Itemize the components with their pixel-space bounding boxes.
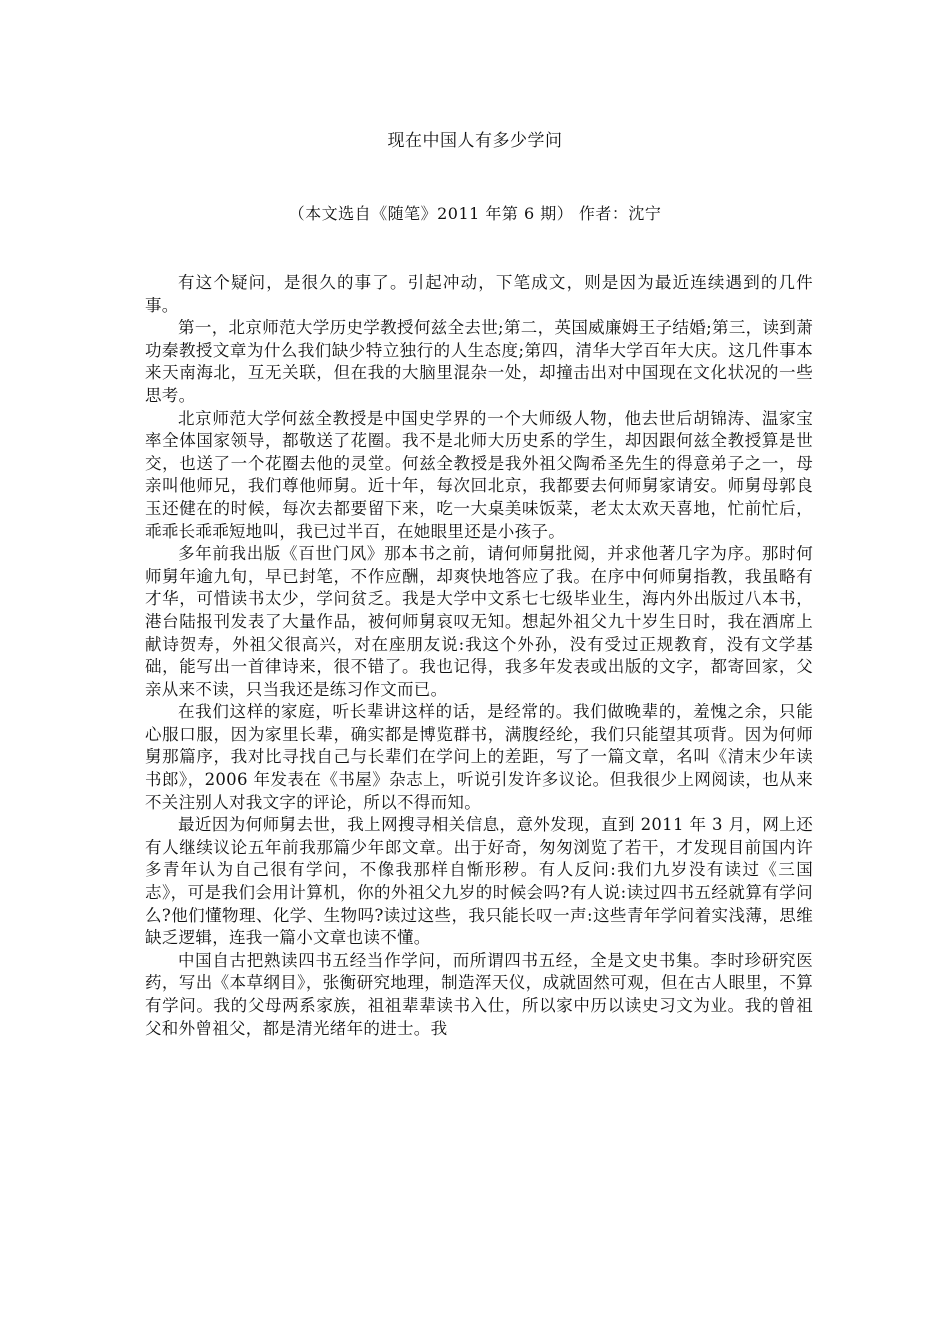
paragraph: 中国自古把熟读四书五经当作学问，而所谓四书五经，全是文史书集。李时珍研究医药，写出《本草纲目》，张衡研究地理，制造浑天仪，成就固然可观，但在古人眼里，不算有学问。我的父母两系家族，祖祖辈辈读书入仕，所以家中历以读史习文为业。我的曾祖父和外曾祖父，都是清光绪年的进士。我 — [145, 950, 813, 1038]
document-title: 现在中国人有多少学问 — [387, 131, 563, 151]
paragraph: 在我们这样的家庭，听长辈讲这样的话，是经常的。我们做晚辈的，羞愧之余，只能心服口服，因为家里长辈，确实都是博览群书，满腹经纶，我们只能望其项背。因为何师舅那篇序，我对比寻找自己与长辈们在学问上的差距，写了一篇文章，名叫《清末少年读书郎》，2006 年发表在《书屋》杂志上，听说引发许多议论。但我很少上网阅读，也从来不关注别人对我文字的评论，所以不得而知。 — [145, 702, 813, 812]
paragraph: 北京师范大学何兹全教授是中国史学界的一个大师级人物，他去世后胡锦涛、温家宝率全体国家领导，都敬送了花圈。我不是北师大历史系的学生，却因跟何兹全教授算是世交，也送了一个花圈去他的灵堂。何兹全教授是我外祖父陶希圣先生的得意弟子之一，母亲叫他师兄，我们尊他师舅。近十年，每次回北京，我都要去何师舅家请安。师舅母郭良玉还健在的时候，每次去都要留下来，吃一大桌美味饭菜，老太太欢天喜地，忙前忙后，乖乖长乖乖短地叫，我已过半百，在她眼里还是小孩子。 — [145, 408, 813, 541]
paragraph: 多年前我出版《百世门风》那本书之前，请何师舅批阅，并求他著几字为序。那时何师舅年逾九旬，早已封笔，不作应酬，却爽快地答应了我。在序中何师舅指教，我虽略有才华，可惜读书太少，学问贫乏。我是大学中文系七七级毕业生，海内外出版过八本书，港台陆报刊发表了大量作品，被何师舅哀叹无知。想起外祖父九十岁生日时，我在酒席上献诗贺寿，外祖父很高兴，对在座朋友说:我这个外孙，没有受过正规教育，没有文学基础，能写出一首律诗来，很不错了。我也记得，我多年发表或出版的文字，都寄回家，父亲从来不读，只当我还是练习作文而已。 — [145, 544, 813, 699]
paragraph: 最近因为何师舅去世，我上网搜寻相关信息，意外发现，直到 2011 年 3 月，网上还有人继续议论五年前我那篇少年郎文章。出于好奇，匆匆浏览了若干，才发现目前国内许多青年认为自己很有学问，不像我那样自惭形秽。有人反问:我们九岁没有读过《三国志》，可是我们会用计算机，你的外祖父九岁的时候会吗?有人说:读过四书五经就算有学问么?他们懂物理、化学、生物吗?读过这些，我只能长叹一声:这些青年学问着实浅薄，思维缺乏逻辑，连我一篇小文章也读不懂。 — [145, 815, 813, 948]
paragraph: 有这个疑问，是很久的事了。引起冲动，下笔成文，则是因为最近连续遇到的几件事。 — [145, 273, 813, 315]
paragraph: 第一，北京师范大学历史学教授何兹全去世;第二，英国威廉姆王子结婚;第三，读到萧功秦教授文章为什么我们缺少特立独行的人生态度;第四，清华大学百年大庆。这几件事本来天南海北，互无关联，但在我的大脑里混杂一处，却撞击出对中国现在文化状况的一些思考。 — [145, 318, 813, 405]
document-body — [145, 272, 813, 1040]
document-subtitle: （本文选自《随笔》2011 年第 6 期） 作者：沈宁 — [288, 204, 662, 223]
